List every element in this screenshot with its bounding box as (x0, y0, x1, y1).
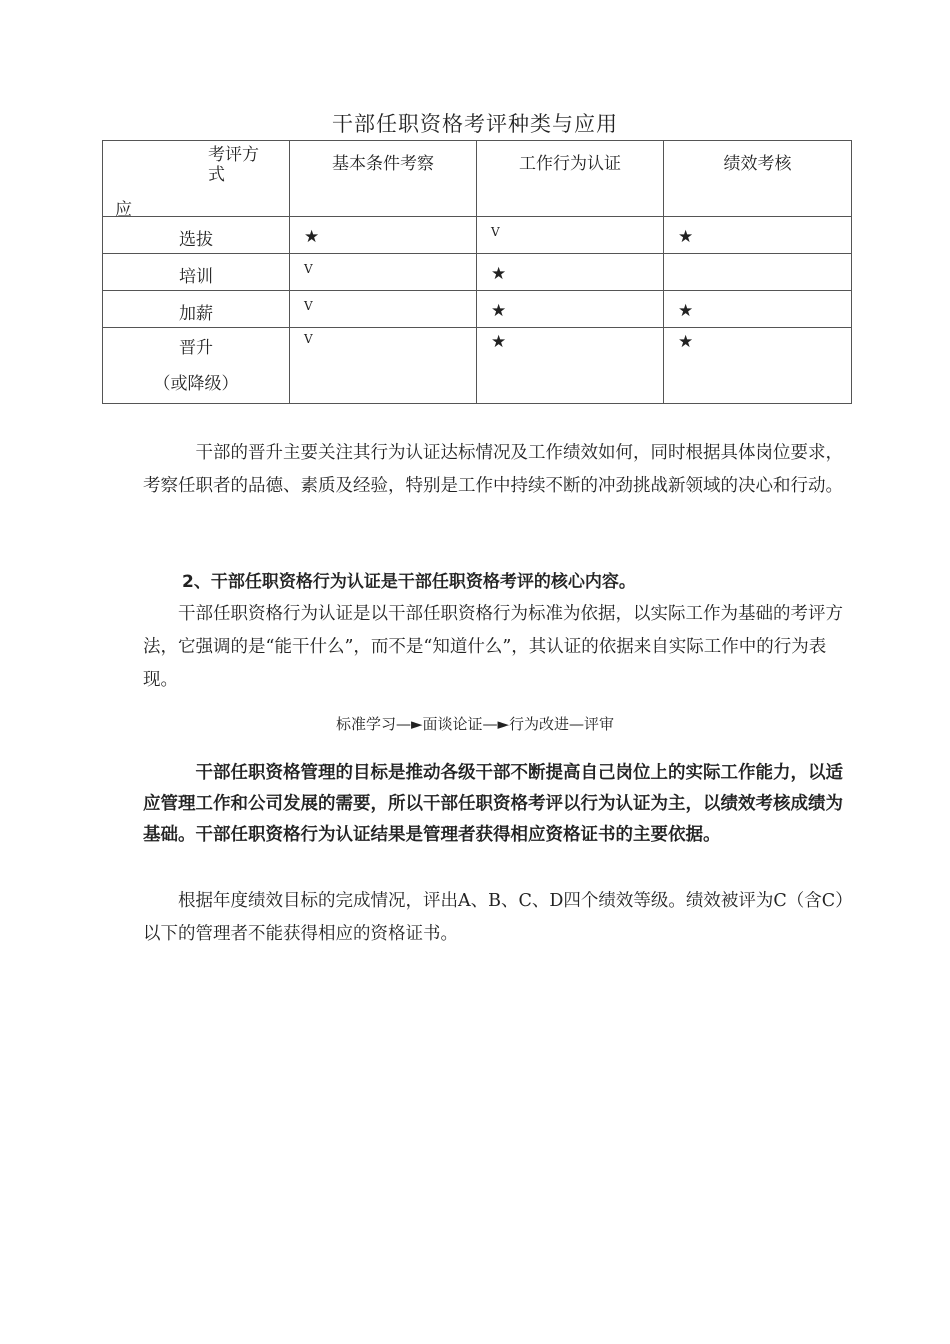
table-cell (664, 291, 852, 328)
table-cell (477, 291, 664, 328)
check-mark: V (304, 299, 313, 313)
table-row (103, 328, 852, 404)
table-header-row (103, 141, 852, 217)
row-label: 培训 (103, 254, 290, 291)
table-cell (290, 254, 477, 291)
column-header: 绩效考核 (664, 141, 852, 217)
paragraph-promotion: 干部的晋升主要关注其行为认证达标情况及工作绩效如何，同时根据具体岗位要求，考察任职者的品德、素质及经验，特别是工作中持续不断的冲劲挑战新领域的决心和行动。 (143, 443, 843, 496)
star-mark: ★ (678, 301, 694, 321)
table-cell (664, 217, 852, 254)
star-mark: ★ (491, 301, 507, 321)
table-row (103, 291, 852, 328)
row-label: 加薪 (103, 291, 290, 328)
column-header: 基本条件考察 (290, 141, 477, 217)
corner-label-method: 考评方式 (208, 145, 259, 185)
check-mark: V (304, 262, 313, 276)
section-heading: 2、干部任职资格行为认证是干部任职资格考评的核心内容。 (182, 572, 636, 592)
paragraph-behavior-certification: 干部任职资格行为认证是以干部任职资格行为标准为依据，以实际工作为基础的考评方法，它强调的是“能干什么”，而不是“知道什么”，其认证的依据来自实际工作中的行为表现。 (143, 604, 843, 690)
paragraph-performance-grades: 根据年度绩效目标的完成情况，评出A、B、C、D四个绩效等级。绩效被评为C（含C）以下的管理者不能获得相应的资格证书。 (143, 891, 853, 944)
table-row (103, 217, 852, 254)
application-table (102, 140, 852, 404)
star-mark: ★ (491, 264, 507, 284)
table-cell (477, 217, 664, 254)
process-flow: 标准学习—►面谈论证—►行为改进—评审 (335, 715, 615, 733)
row-label: 晋升 (179, 338, 213, 358)
corner-cell (103, 141, 290, 220)
table-cell (290, 217, 477, 254)
table-cell (664, 254, 852, 291)
star-mark: ★ (491, 332, 507, 352)
table-row (103, 254, 852, 291)
paragraph-management-goal: 干部任职资格管理的目标是推动各级干部不断提高自己岗位上的实际工作能力，以适应管理工作和公司发展的需要，所以干部任职资格考评以行为认证为主，以绩效考核成绩为基础。干部任职资格行为认证结果是管理者获得相应资格证书的主要依据。 (143, 763, 843, 845)
table-title: 干部任职资格考评种类与应用 (332, 112, 618, 136)
star-mark: ★ (304, 227, 320, 247)
table-cell (477, 328, 664, 404)
check-mark: V (491, 225, 500, 239)
table-cell (290, 328, 477, 404)
table-cell (664, 328, 852, 404)
column-header: 工作行为认证 (477, 141, 664, 217)
check-mark: V (304, 332, 313, 346)
star-mark: ★ (678, 332, 694, 352)
row-label-note: （或降级） (153, 374, 239, 394)
corner-label-application: 应 (115, 200, 132, 220)
table-cell (477, 254, 664, 291)
table-cell (290, 291, 477, 328)
star-mark: ★ (678, 227, 694, 247)
row-label-cell (103, 328, 290, 404)
row-label: 选拔 (103, 217, 290, 254)
